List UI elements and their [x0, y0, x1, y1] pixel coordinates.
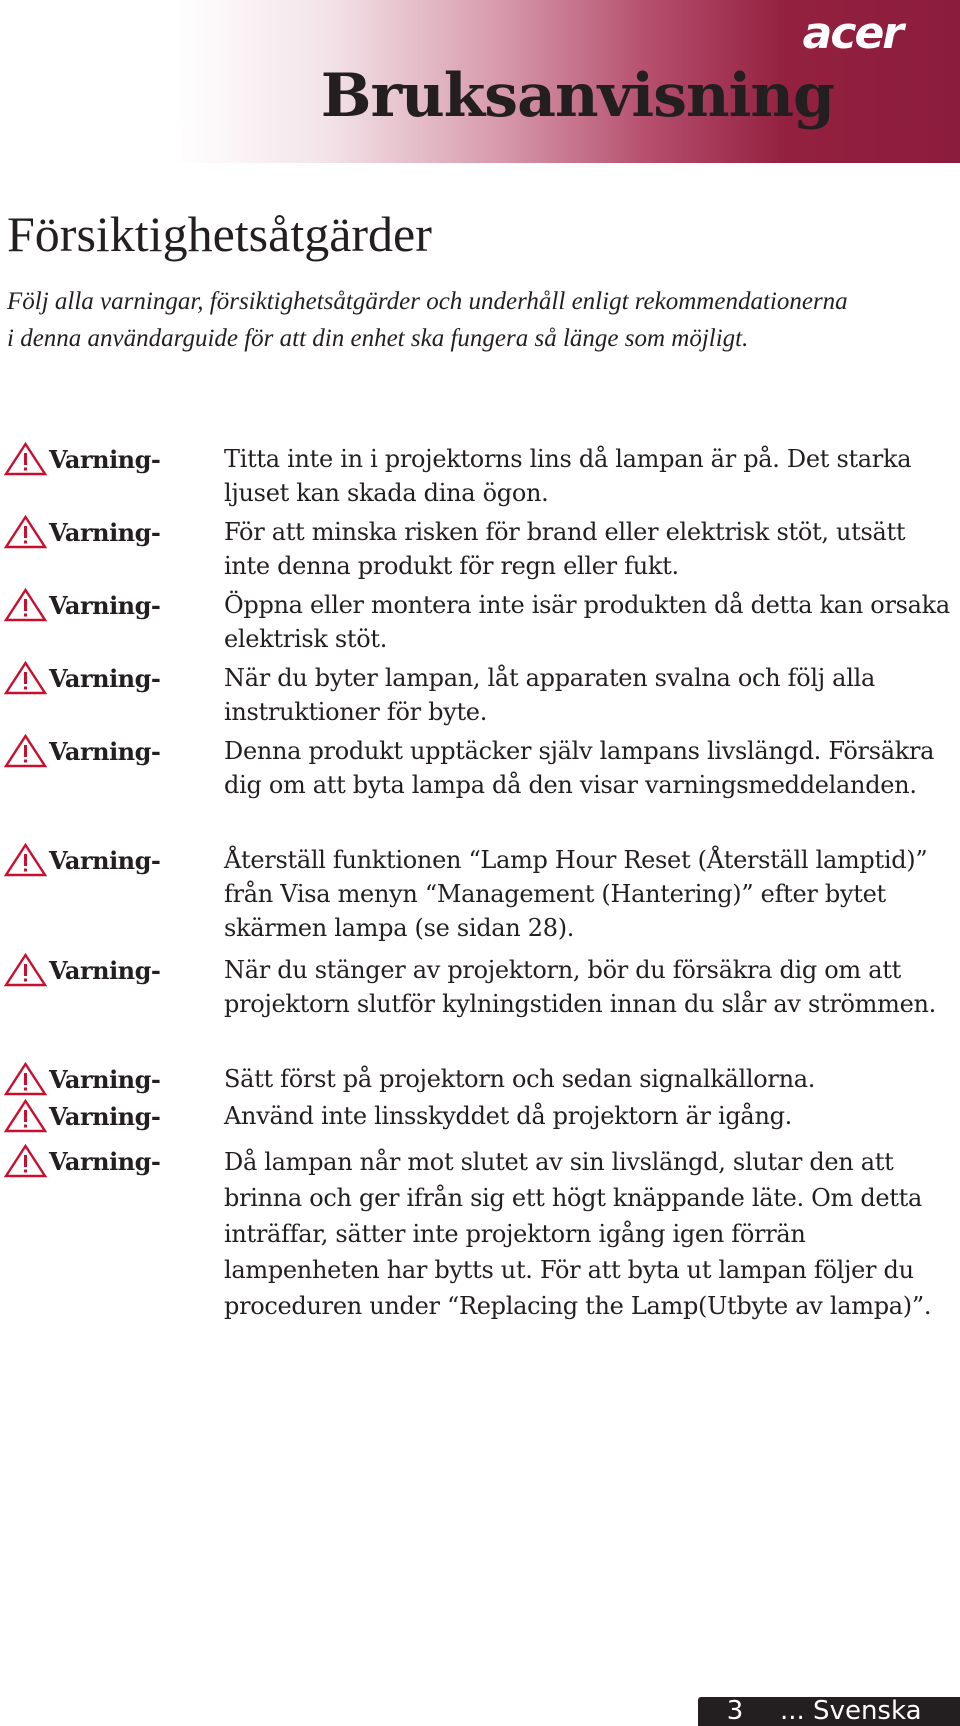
warning-triangle-icon — [4, 442, 47, 476]
warning-label-7 — [4, 953, 160, 987]
acer-logo: acer — [802, 8, 902, 59]
warning-text-2: För att minska risken för brand eller elektrisk stöt, utsätt inte denna produkt för regn eller fukt. — [224, 518, 906, 580]
warning-label-text: Varning- — [49, 444, 161, 474]
warning-triangle-icon — [4, 734, 47, 768]
warning-label-text: Varning- — [49, 1064, 161, 1094]
warning-label-text: Varning- — [49, 845, 161, 875]
warning-label-5 — [4, 734, 160, 768]
warning-label-text: Varning- — [49, 1101, 161, 1131]
warning-text-4: När du byter lampan, låt apparaten svalna och följ alla instruktioner för byte. — [224, 664, 875, 726]
warning-triangle-icon — [4, 515, 47, 549]
warning-label-4 — [4, 661, 160, 695]
header-title: Bruksanvisning — [320, 61, 834, 131]
warning-label-text: Varning- — [49, 663, 161, 693]
warning-label-text: Varning- — [49, 517, 161, 547]
warning-text-3: Öppna eller montera inte isär produkten då detta kan orsaka elektrisk stöt. — [224, 591, 950, 653]
section-title: Försiktighetsåtgärder — [7, 206, 432, 262]
warning-label-8 — [4, 1062, 160, 1096]
warning-label-10 — [4, 1144, 160, 1178]
warning-label-3 — [4, 588, 160, 622]
intro-paragraph: Följ alla varningar, försiktighetsåtgärder och underhåll enligt rekommendationerna i denna användarguide för att din enhet ska fungera så länge som möjligt. — [7, 288, 848, 352]
warning-text-8: Sätt först på projektorn och sedan signalkällorna. — [224, 1065, 816, 1093]
warning-label-text: Varning- — [49, 955, 161, 985]
warning-label-1 — [4, 442, 160, 476]
warning-label-text: Varning- — [49, 736, 161, 766]
warning-text-6: Återställ funktionen “Lamp Hour Reset (Återställ lamptid)” från Visa menyn “Management (Hantering)” efter bytet skärmen lampa (se sidan 28). — [224, 846, 928, 942]
warning-text-7: När du stänger av projektorn, bör du försäkra dig om att projektorn slutför kylningstiden innan du slår av strömmen. — [224, 956, 936, 1018]
page-language: ... Svenska — [780, 1696, 922, 1726]
warning-label-9 — [4, 1099, 160, 1133]
warning-triangle-icon — [4, 953, 47, 987]
warning-label-6 — [4, 843, 160, 877]
warning-triangle-icon — [4, 1144, 47, 1178]
header-banner — [0, 0, 960, 163]
warning-label-2 — [4, 515, 160, 549]
warning-text-10: Då lampan når mot slutet av sin livslängd, slutar den att brinna och ger ifrån sig ett högt knäppande läte. Om detta inträffar, sätter inte projektorn igång igen förrän lampenheten har bytts ut. För att byta ut lampan följer du proceduren under “Replacing the Lamp(Utbyte av lampa)”. — [224, 1148, 932, 1320]
warning-text-9: Använd inte linsskyddet då projektorn är igång. — [224, 1102, 792, 1130]
warning-triangle-icon — [4, 843, 47, 877]
warning-text-5: Denna produkt upptäcker själv lampans livslängd. Försäkra dig om att byta lampa då den visar varningsmeddelanden. — [224, 737, 935, 799]
warning-text-1: Titta inte in i projektorns lins då lampan är på. Det starka ljuset kan skada dina ögon. — [224, 445, 912, 507]
page-footer — [698, 1697, 960, 1726]
warning-triangle-icon — [4, 1099, 47, 1133]
warning-label-text: Varning- — [49, 590, 161, 620]
page-number: 3 — [726, 1696, 744, 1726]
warning-triangle-icon — [4, 661, 47, 695]
warning-triangle-icon — [4, 1062, 47, 1096]
warning-triangle-icon — [4, 588, 47, 622]
warning-label-text: Varning- — [49, 1146, 161, 1176]
